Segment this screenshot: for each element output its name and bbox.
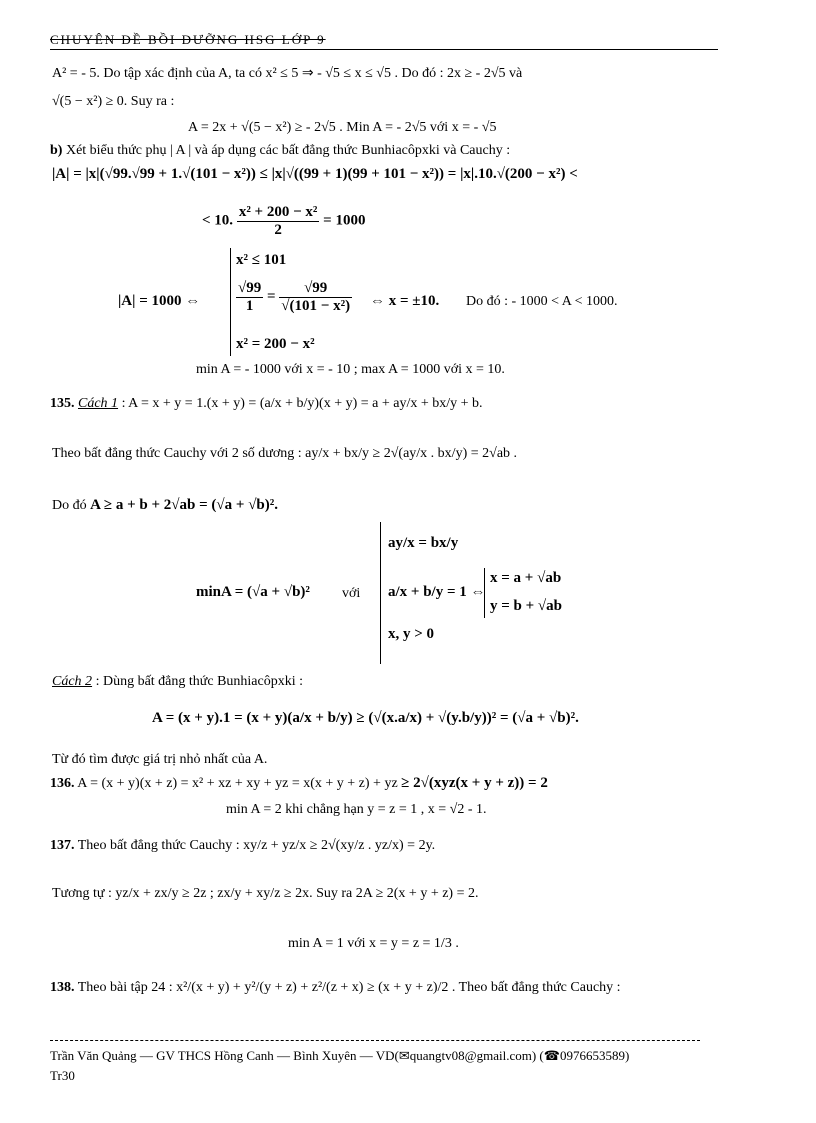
footer: [50, 1048, 629, 1064]
p136-text: A = (x + y)(x + z) = x² + xz + xy + yz = x(x + y + z) + yz: [77, 776, 398, 791]
p137-similar: Tương tự : yz/x + zx/y ≥ 2z ; zx/y + xy/z ≥ 2x. Suy ra 2A ≥ 2(x + y + z) = 2.: [52, 886, 479, 901]
p136-label: 136.: [50, 776, 75, 791]
line-6: [202, 204, 365, 238]
p135-sys-1: ay/x = bx/y: [388, 535, 459, 551]
cond-2-num-1: √99: [238, 280, 262, 296]
p135-system-brace: [380, 522, 381, 664]
line-6-numerator: x² + 200 − x²: [238, 204, 318, 220]
cond-2-num-2: √99: [279, 280, 352, 298]
line-7-tail: Do đó : - 1000 < A < 1000.: [466, 294, 618, 309]
line-3: A = 2x + √(5 − x²) ≥ - 2√5 . Min A = - 2√5 với x = - √5: [188, 120, 497, 135]
problem-137: [50, 838, 435, 853]
problem-136: [50, 775, 548, 792]
cach-2-end: Từ đó tìm được giá trị nhỏ nhất của A.: [52, 752, 268, 767]
line-1: A² = - 5. Do tập xác định của A, ta có x² ≤ 5 ⇒ - √5 ≤ x ≤ √5 . Do đó : 2x ≥ - 2√5 và: [52, 66, 523, 81]
line-6-fraction: [237, 204, 320, 238]
p135-sys-2: a/x + b/y = 1 ⇔: [388, 584, 486, 600]
p135-text: : A = x + y = 1.(x + y) = (a/x + b/y)(x + y) = a + ay/x + bx/y + b.: [121, 396, 483, 411]
p136-bound: ≥ 2√(xyz(x + y + z)) = 2: [401, 775, 548, 791]
p135-cauchy: Theo bất đẳng thức Cauchy với 2 số dương : ay/x + bx/y ≥ 2√(ay/x . bx/y) = 2√ab .: [52, 446, 518, 461]
cond-2-den-1: 1: [245, 297, 254, 314]
p135-voi: với: [342, 586, 361, 601]
cond-2-den-2: √(101 − x²): [281, 297, 351, 314]
footer-email: quangtv08@gmail.com) (: [409, 1048, 544, 1063]
envelope-icon: ✉: [398, 1048, 410, 1063]
p135-sys-3: x, y > 0: [388, 626, 435, 642]
page-number: Tr30: [50, 1068, 75, 1083]
header-title: CHUYÊN ĐỀ BỒI DƯỠNG HSG LỚP 9: [50, 32, 326, 47]
p135-doda-eq: A ≥ a + b + 2√ab = (√a + √b)².: [90, 497, 279, 513]
p135-label: 135.: [50, 396, 75, 411]
p138-text: Theo bài tập 24 : x²/(x + y) + y²/(y + z) + z²/(z + x) ≥ (x + y + z)/2 . Theo bất đẳng thức Cauchy :: [77, 980, 621, 995]
problem-135: [50, 396, 483, 411]
footer-author: Trần Văn Quảng — GV THCS Hồng Canh — Bình Xuyên — VD(: [50, 1048, 399, 1063]
p137-label: 137.: [50, 838, 75, 853]
system-cond-1: x² ≤ 101: [236, 252, 287, 268]
p137-text: Theo bất đẳng thức Cauchy : xy/z + yz/x ≥ 2√(xy/z . yz/x) = 2y.: [77, 838, 436, 853]
p135-result-1: x = a + √ab: [490, 570, 562, 586]
system-cond-3: x² = 200 − x²: [236, 336, 315, 352]
p135-doda: [52, 497, 278, 514]
system-brace: [230, 248, 231, 356]
p135-result-brace: [484, 568, 485, 618]
line-7-right: ⇔ x = ±10.: [370, 293, 440, 309]
p136-min: min A = 2 khi chẳng hạn y = z = 1 , x = √2 - 1.: [226, 802, 487, 817]
p135-min: minA = (√a + √b)²: [196, 584, 310, 600]
footer-rule: [50, 1040, 700, 1041]
p135-doda-label: Do đó: [52, 498, 87, 513]
p138-label: 138.: [50, 980, 75, 995]
cach-2-label: Cách 2: [52, 674, 93, 689]
p135-cach: Cách 1: [78, 396, 119, 411]
line-7-left: |A| = 1000 ⇔: [118, 293, 201, 309]
line-8: min A = - 1000 với x = - 10 ; max A = 1000 với x = 10.: [196, 362, 505, 377]
page-header: [50, 32, 718, 50]
part-b: [50, 143, 510, 158]
line-5: |A| = |x|(√99.√99 + 1.√(101 − x²)) ≤ |x|√((99 + 1)(99 + 101 − x²)) = |x|.10.√(200 − x²) <: [52, 166, 578, 182]
line-6-denominator: 2: [274, 221, 282, 238]
system-cond-2: $\frac{√99}{1}$ = $\frac{√99}{\text{√(101 − x²)}}$: [238, 280, 351, 314]
part-b-text: Xét biểu thức phụ | A | và áp dụng các bất đẳng thức Bunhiacôpxki và Cauchy :: [65, 143, 511, 158]
line-6-left: < 10.: [202, 212, 234, 229]
footer-phone: 0976653589): [559, 1048, 630, 1063]
p137-min: min A = 1 với x = y = z = 1/3 .: [288, 936, 459, 951]
p135-result-2: y = b + √ab: [490, 598, 563, 614]
problem-138: [50, 980, 621, 995]
line-6-right: = 1000: [323, 212, 366, 229]
cach-2: [52, 674, 303, 689]
line-2: √(5 − x²) ≥ 0. Suy ra :: [52, 94, 175, 109]
cach-2-text: : Dùng bất đẳng thức Bunhiacôpxki :: [95, 674, 304, 689]
cach-2-equation: A = (x + y).1 = (x + y)(a/x + b/y) ≥ (√(x.a/x) + √(y.b/y))² = (√a + √b)².: [152, 710, 579, 726]
phone-icon: ☎: [543, 1048, 560, 1063]
part-b-label: b): [50, 143, 63, 158]
